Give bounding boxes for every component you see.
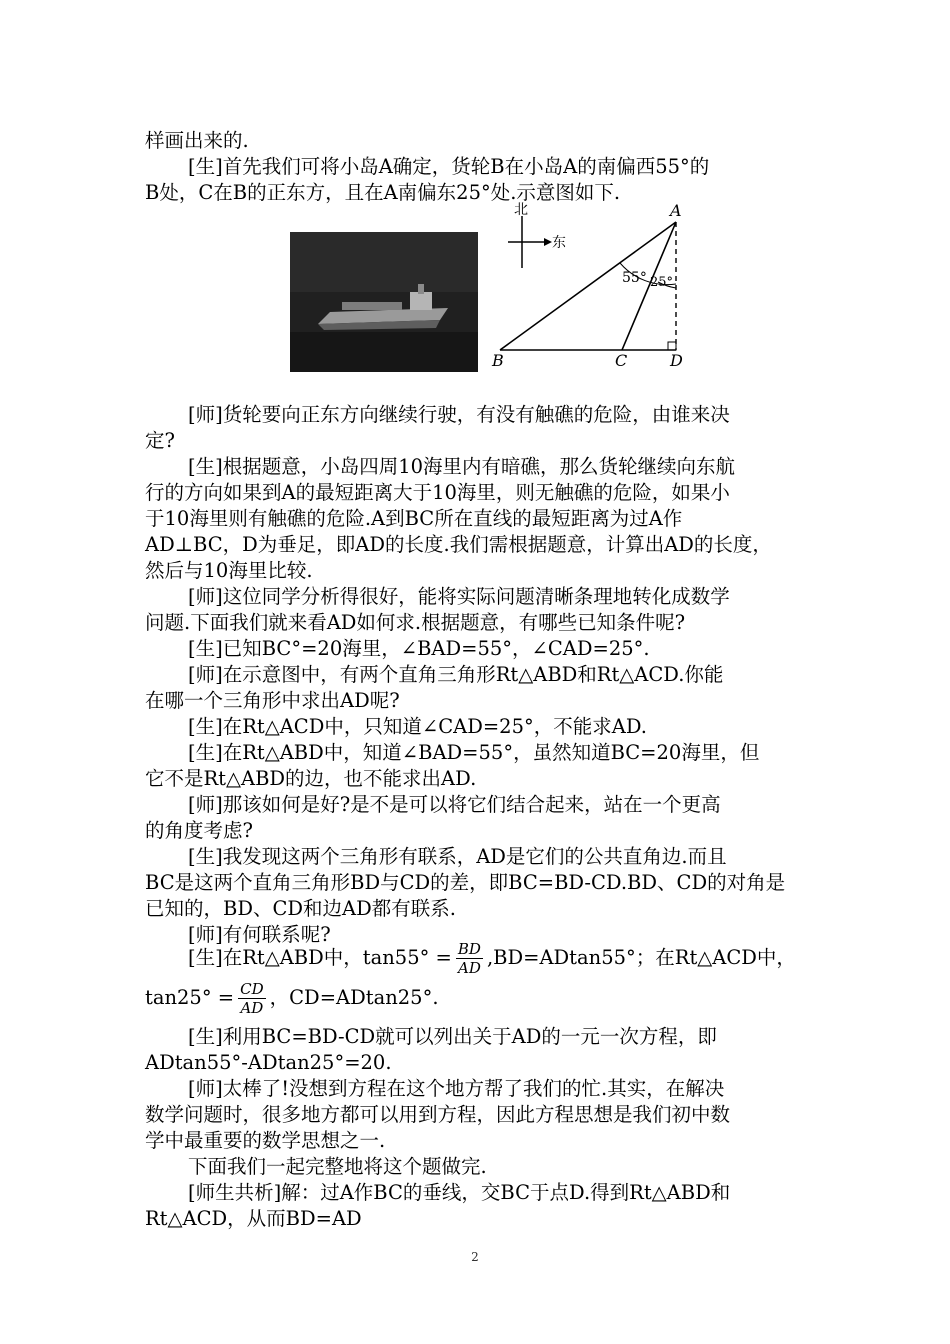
formula-text: [生]在Rt△ABD中，tan55° = [188,946,452,969]
text-line: 问题.下面我们就来看AD如何求.根据题意，有哪些已知条件呢? [145,611,686,634]
vertex-c-label: C [615,351,628,370]
text-line: BC是这两个直角三角形BD与CD的差，即BC=BD-CD.BD、CD的对角是 [145,871,786,894]
fraction [238,980,266,1017]
text-line: [师]那该如何是好?是不是可以将它们结合起来，站在一个更高 [188,793,721,816]
text-line: [师]有何联系呢? [188,923,331,946]
text-line: [师]在示意图中，有两个直角三角形Rt△ABD和Rt△ACD.你能 [188,663,724,686]
text-line: 于10海里则有触礁的危险.A到BC所在直线的最短距离为过A作 [145,507,683,530]
fraction-numerator: BD [457,940,481,958]
text-line: [师]货轮要向正东方向继续行驶，有没有触礁的危险，由谁来决 [188,403,730,426]
text-line: AD⊥BC，D为垂足，即AD的长度.我们需根据题意，计算出AD的长度， [145,533,772,556]
text-line: [师]这位同学分析得很好，能将实际问题清晰条理地转化成数学 [188,585,730,608]
fraction-denominator: AD [240,999,264,1017]
text-line: 在哪一个三角形中求出AD呢? [145,689,400,712]
text-line: [生]首先我们可将小岛A确定，货轮B在小岛A的南偏西55°的 [188,155,710,178]
angle-25-label: 25° [650,275,674,290]
text-line: 行的方向如果到A的最短距离大于10海里，则无触礁的危险，如果小 [145,481,730,504]
angle-55-label: 55° [622,270,647,286]
formula-text: ,BD=ADtan55°；在Rt△ACD中， [486,946,796,969]
text-line: [生]我发现这两个三角形有联系，AD是它们的公共直角边.而且 [188,845,727,868]
text-line: [生]在Rt△ACD中，只知道∠CAD=25°，不能求AD. [188,715,647,738]
text-line: Rt△ACD，从而BD=AD [145,1207,362,1230]
text-line: 定? [145,429,175,452]
vertex-b-label: B [492,351,504,370]
fraction [456,940,483,977]
text-line: 下面我们一起完整地将这个题做完. [188,1155,487,1178]
compass-east-label: 东 [552,235,566,251]
formula-line [188,938,796,978]
text-line: 样画出来的. [145,129,249,152]
formula-text: tan25° = [145,986,235,1009]
text-line: 学中最重要的数学思想之一. [145,1129,386,1152]
formula-line [145,978,439,1018]
triangle-diagram [490,198,700,370]
vertex-a-label: A [670,201,682,220]
fraction-numerator: CD [240,980,264,998]
text-line: [师生共析]解：过A作BC的垂线，交BC于点D.得到Rt△ABD和 [188,1181,731,1204]
formula-text: ，CD=ADtan25°. [269,986,439,1009]
text-line: 然后与10海里比较. [145,559,313,582]
text-line: [生]利用BC=BD-CD就可以列出关于AD的一元一次方程，即 [188,1025,717,1048]
text-line: ADtan55°-ADtan25°=20. [145,1051,392,1074]
compass-north-label: 北 [514,202,528,218]
text-line: [师]太棒了!没想到方程在这个地方帮了我们的忙.其实，在解决 [188,1077,725,1100]
cargo-ship-photo [290,232,478,372]
text-line: 的角度考虑? [145,819,253,842]
text-line: [生]根据题意，小岛四周10海里内有暗礁，那么货轮继续向东航 [188,455,736,478]
text-line: 已知的，BD、CD和边AD都有联系. [145,897,456,920]
text-line: 它不是Rt△ABD的边，也不能求出AD. [145,767,477,790]
text-line: B处，C在B的正东方，且在A南偏东25°处.示意图如下. [145,181,621,204]
fraction-denominator: AD [458,959,481,977]
text-line: [生]已知BC°=20海里，∠BAD=55°，∠CAD=25°. [188,637,650,660]
page-number: 2 [471,1250,479,1264]
text-line: [生]在Rt△ABD中，知道∠BAD=55°，虽然知道BC=20海里，但 [188,741,760,764]
vertex-d-label: D [670,351,683,370]
text-line: 数学问题时，很多地方都可以用到方程，因此方程思想是我们初中数 [145,1103,731,1126]
